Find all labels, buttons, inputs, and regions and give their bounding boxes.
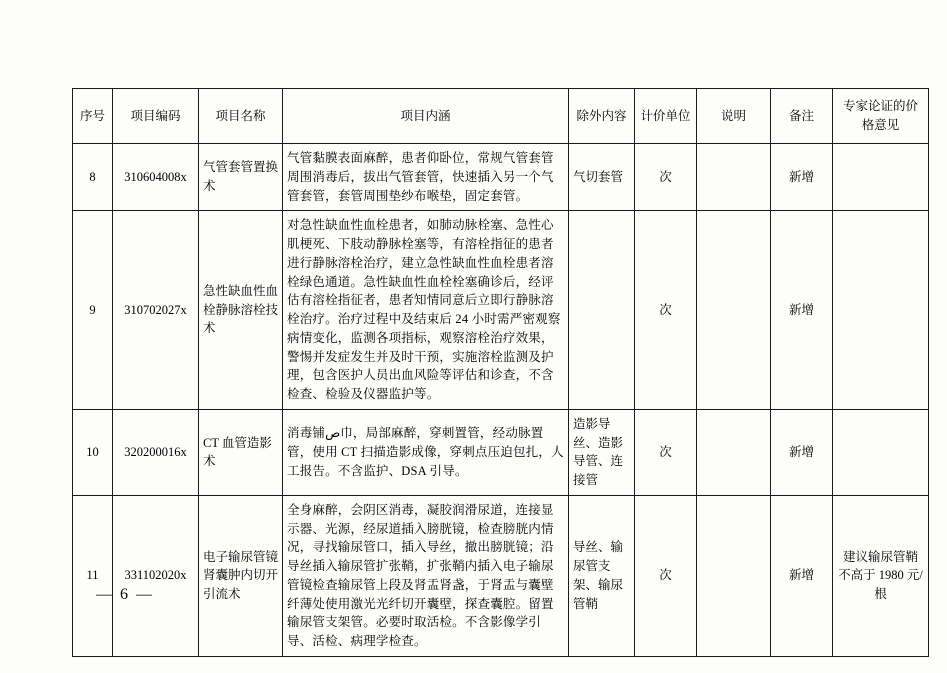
header-cell-code: 项目编码	[113, 89, 199, 144]
row-name: 急性缺血性血栓静脉溶栓技术	[199, 211, 283, 410]
row-no: 11	[73, 495, 113, 656]
table-row	[73, 409, 929, 495]
row-no: 10	[73, 409, 113, 495]
table-row	[73, 495, 929, 656]
header-cell-unit: 计价单位	[635, 89, 697, 144]
table-row	[73, 144, 929, 211]
row-unit: 次	[635, 409, 697, 495]
header-cell-no: 序号	[73, 89, 113, 144]
row-name: 气管套管置换术	[199, 144, 283, 211]
table-body	[73, 144, 929, 657]
row-expert	[833, 211, 929, 410]
header-cell-note: 说明	[697, 89, 771, 144]
row-note	[697, 495, 771, 656]
row-content: 气管黏膜表面麻醉，患者仰卧位，常规气管套管周围消毒后，拔出气管套管，快速插入另一个气管套管，套管周围垫纱布喉垫，固定套管。	[283, 144, 569, 211]
row-content: 对急性缺血性血栓患者，如肺动脉栓塞、急性心肌梗死、下肢动静脉栓塞等，有溶栓指征的患者进行静脉溶栓治疗，建立急性缺血性血栓患者溶栓绿色通道。急性缺血性血栓栓塞确诊后，经评估有溶栓指征者，患者知情同意后立即行静脉溶栓治疗。治疗过程中及结束后 24 小时需严密观察病情变化，监测各项指标，观察溶栓治疗效果，警惕并发症发生并及时干预，实施溶栓监测及护理，包含医护人员出血风险等评估和诊查，不含检查、检验及仪器监护等。	[283, 211, 569, 410]
row-expert	[833, 409, 929, 495]
price-items-table-container	[72, 88, 923, 657]
row-no: 9	[73, 211, 113, 410]
row-note	[697, 409, 771, 495]
page-number: — 6 —	[96, 586, 154, 603]
row-name: CT 血管造影术	[199, 409, 283, 495]
row-note	[697, 211, 771, 410]
row-code: 310702027x	[113, 211, 199, 410]
row-expert	[833, 144, 929, 211]
row-exclude: 气切套管	[569, 144, 635, 211]
row-exclude: 造影导丝、造影导管、连接管	[569, 409, 635, 495]
header-cell-name: 项目名称	[199, 89, 283, 144]
row-remark: 新增	[771, 211, 833, 410]
row-content: 全身麻醉，会阴区消毒，凝胶润滑尿道，连接显示器、光源，经尿道插入膀胱镜，检查膀胱内情况，寻找输尿管口，插入导丝，撤出膀胱镜；沿导丝插入输尿管扩张鞘，扩张鞘内插入电子输尿管镜检查输尿管上段及肾盂肾盏，于肾盂与囊壁纤薄处使用激光光纤切开囊壁，探查囊腔。留置输尿管支架管。必要时取活检。不含影像学引导、活检、病理学检查。	[283, 495, 569, 656]
row-content: 消毒铺ص巾，局部麻醉，穿刺置管，经动脉置管，使用 CT 扫描造影成像，穿刺点压迫包扎，人工报告。不含监护、DSA 引导。	[283, 409, 569, 495]
row-note	[697, 144, 771, 211]
row-expert: 建议输尿管鞘不高于 1980 元/根	[833, 495, 929, 656]
table-header-row	[73, 89, 929, 144]
row-remark: 新增	[771, 495, 833, 656]
table-row	[73, 211, 929, 410]
row-exclude	[569, 211, 635, 410]
row-code: 320200016x	[113, 409, 199, 495]
row-name: 电子输尿管镜肾囊肿内切开引流术	[199, 495, 283, 656]
header-cell-exclude: 除外内容	[569, 89, 635, 144]
row-unit: 次	[635, 495, 697, 656]
row-remark: 新增	[771, 144, 833, 211]
header-cell-content: 项目内涵	[283, 89, 569, 144]
row-code: 331102020x	[113, 495, 199, 656]
row-remark: 新增	[771, 409, 833, 495]
row-no: 8	[73, 144, 113, 211]
header-cell-remark: 备注	[771, 89, 833, 144]
row-unit: 次	[635, 144, 697, 211]
row-code: 310604008x	[113, 144, 199, 211]
header-cell-expert: 专家论证的价格意见	[833, 89, 929, 144]
row-exclude: 导丝、输尿管支架、输尿管鞘	[569, 495, 635, 656]
price-items-table	[72, 88, 929, 657]
row-unit: 次	[635, 211, 697, 410]
table-header	[73, 89, 929, 144]
